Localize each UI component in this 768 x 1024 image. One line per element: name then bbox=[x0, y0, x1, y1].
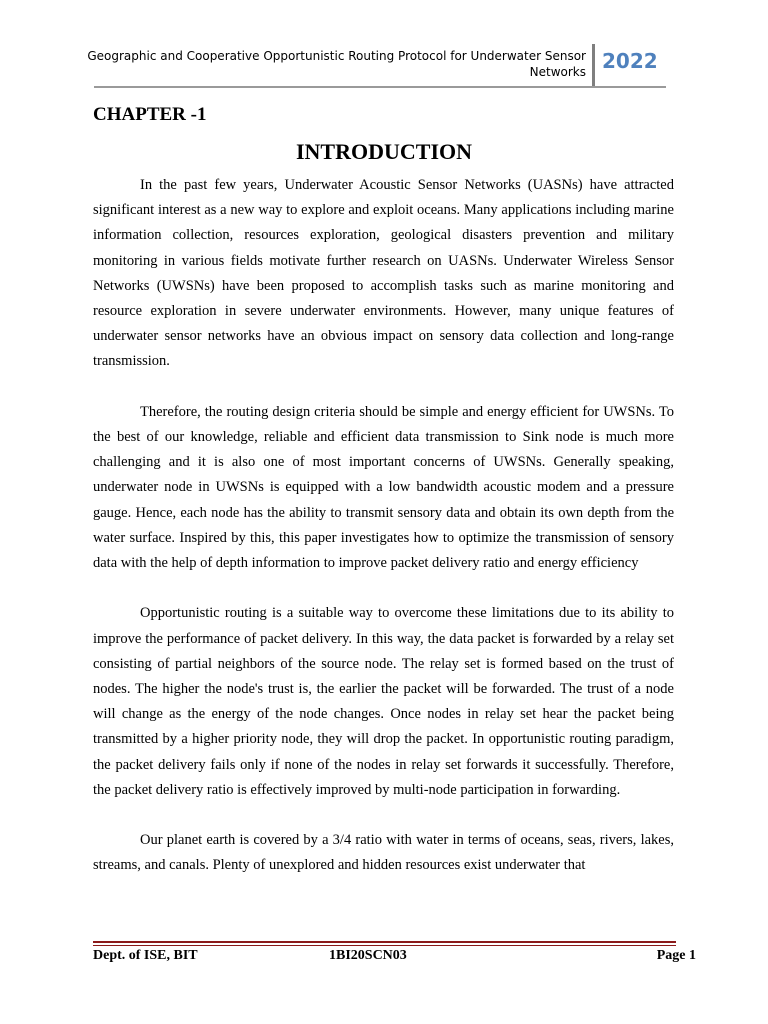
header-divider bbox=[592, 44, 595, 86]
paragraph: Opportunistic routing is a suitable way to overcome these limitations due to its ability to improve the performance of packet delivery. In this way, the data packet is forwarded by a relay set consisting of partial neighbors of the source node. The relay set is formed based on the trust of nodes. The higher the node's trust is, the earlier the packet will be forwarded. The trust of a node will change as the energy of the node changes. Once nodes in relay set hear the packet being transmitted by a higher priority node, they will drop the packet. In opportunistic routing paradigm, the packet delivery fails only if none of the nodes in relay set forwards it successfully. Therefore, the packet delivery ratio is effectively improved by multi-node participation in forwarding. bbox=[93, 605, 674, 798]
body-text bbox=[93, 173, 674, 904]
chapter-heading: CHAPTER -1 bbox=[93, 104, 207, 125]
page-header bbox=[87, 44, 666, 86]
paragraph: Our planet earth is covered by a 3/4 ratio with water in terms of oceans, seas, rivers, lakes, streams, and canals. Plenty of unexplored and hidden resources exist underwater that bbox=[93, 832, 674, 874]
footer-department: Dept. of ISE, BIT bbox=[93, 948, 198, 963]
section-title: INTRODUCTION bbox=[295, 139, 473, 164]
footer-usn: 1BI20SCN03 bbox=[329, 948, 407, 963]
paragraph: Therefore, the routing design criteria should be simple and energy efficient for UWSNs. To the best of our knowledge, reliable and efficient data transmission to Sink node is much more challenging and it is also one of most important concerns of UWSNs. Generally speaking, underwater node in UWSNs is equipped with a low bandwidth acoustic modem and a pressure gauge. Hence, each node has the ability to transmit sensory data and obtain its own depth from the water surface. Inspired by this, this paper investigates how to optimize the transmission of sensory data with the help of depth information to improve packet delivery ratio and energy efficiency bbox=[93, 403, 674, 572]
footer-rule bbox=[93, 941, 676, 943]
header-year: 2022 bbox=[602, 49, 658, 73]
footer-rule-thin bbox=[93, 945, 676, 946]
header-rule bbox=[94, 86, 666, 88]
paragraph: In the past few years, Underwater Acoustic Sensor Networks (UASNs) have attracted significant interest as a new way to explore and exploit oceans. Many applications including marine information collection, resources exploration, geological disasters prevention and military monitoring in various fields motivate further research on UASNs. Underwater Wireless Sensor Networks (UWSNs) have been proposed to accomplish tasks such as marine monitoring and resource exploration in severe underwater environments. However, many unique features of underwater sensor networks have an obvious impact on sensory data collection and long-range transmission. bbox=[93, 177, 674, 370]
footer-page-number: Page 1 bbox=[656, 948, 696, 963]
header-title: Geographic and Cooperative Opportunistic Routing Protocol for Underwater Sensor Networks bbox=[87, 49, 586, 79]
